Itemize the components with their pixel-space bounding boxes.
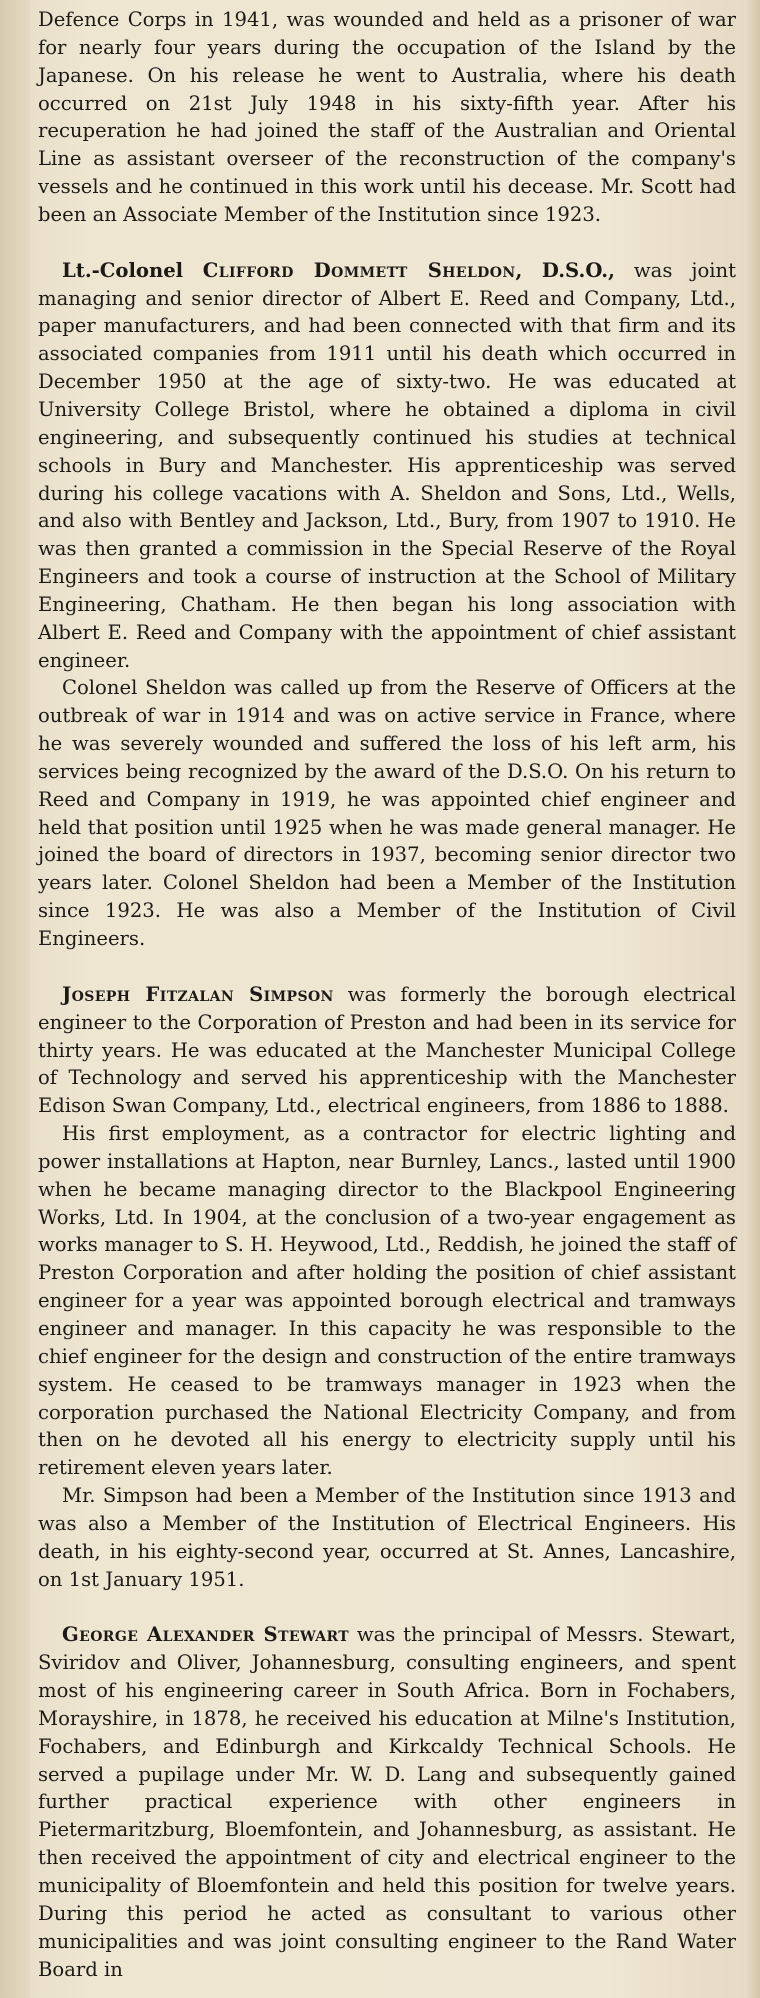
- obituary-entry-sheldon: [38, 257, 736, 953]
- entry-honour: , D.S.O.,: [515, 258, 615, 282]
- entry-paragraph: His first employment, as a contractor for electric lighting and power installations at Hapton, near Burnley, Lancs., lasted until 1900 when he became managing director to the Blackpool Engineering Works, Ltd. In 1904, at the conclusion of a two-year engagement as works manager to S. H. Heywood, Ltd., Reddish, he joined the staff of Preston Corporation and after holding the position of chief assistant engineer for a year was appointed borough electrical and tramways engineer and manager. In this capacity he was responsible to the chief engineer for the design and construction of the entire tramways system. He ceased to be tramways manager in 1923 when the corporation purchased the National Electricity Company, and from then on he devoted all his energy to electricity supply until his retirement eleven years later.: [38, 1122, 736, 1480]
- entry-rank: Lt.-Colonel: [62, 258, 203, 282]
- text-column: [38, 6, 736, 1983]
- entry-text: was the principal of Messrs. Stewart, Sviridov and Oliver, Johannesburg, consulting engineers, and spent most of his engineering career in South Africa. Born in Fochabers, Morayshire, in 1878, he received his education at Milne's Institution, Fochabers, and Edinburgh and Kirkcaldy Technical Schools. He served a pupilage under Mr. W. D. Lang and subsequently gained further practical experience with other engineers in Pietermaritzburg, Bloemfontein, and Johannesburg, as assistant. He then received the appointment of city and electrical engineer to the municipality of Bloemfontein and held this position for twelve years. During this period he acted as consultant to various other municipalities and was joint consulting engineer to the Rand Water Board in: [38, 1623, 736, 1981]
- obituary-entry-simpson: [38, 981, 736, 1594]
- entry-paragraph: Mr. Simpson had been a Member of the Institution since 1913 and was also a Member of the Institution of Electrical Engineers. His death, in his eighty-second year, occurred at St. Annes, Lancashire, on 1st January 1951.: [38, 1484, 736, 1591]
- entry-text: was joint managing and senior director of Albert E. Reed and Company, Ltd., paper manufacturers, and had been connected with that firm and its associated companies from 1911 until his death which occurred in December 1950 at the age of sixty-two. He was educated at University College Bristol, where he obtained a diploma in civil engineering, and subsequently continued his studies at technical schools in Bury and Manchester. His apprenticeship was served during his college vacations with A. Sheldon and Sons, Ltd., Wells, and also with Bentley and Jackson, Ltd., Bury, from 1907 to 1910. He was then granted a commission in the Special Reserve of the Royal Engineers and took a course of instruction at the School of Military Engineering, Chatham. He then began his long association with Albert E. Reed and Company with the appointment of chief assistant engineer.: [38, 258, 737, 672]
- entry-lead-paragraph: [38, 257, 736, 675]
- entry-text: was formerly the borough electrical engineer to the Corporation of Preston and had been in its service for thirty years. He was educated at the Manchester Municipal College of Technology and served his apprenticeship with the Manchester Edison Swan Company, Ltd., electrical engineers, from 1886 to 1888.: [38, 982, 736, 1118]
- entry-lead-paragraph: [38, 1621, 736, 1983]
- obituary-entry-stewart: [38, 1621, 736, 1983]
- entry-name: Joseph Fitzalan Simpson: [62, 982, 334, 1006]
- entry-lead-paragraph: [38, 981, 736, 1120]
- entry-paragraph: Colonel Sheldon was called up from the Reserve of Officers at the outbreak of war in 1914 and was on active service in France, where he was severely wounded and suffered the loss of his left arm, his services being recognized by the award of the D.S.O. On his return to Reed and Company in 1919, he was appointed chief engineer and held that position until 1925 when he was made general manager. He joined the board of directors in 1937, becoming senior director two years later. Colonel Sheldon had been a Member of the Institution since 1923. He was also a Member of the Institution of Civil Engineers.: [38, 676, 736, 950]
- continuation-paragraph: Defence Corps in 1941, was wounded and held as a prisoner of war for nearly four years during the occupation of the Island by the Japanese. On his release he went to Australia, where his death occurred on 21st July 1948 in his sixty-fifth year. After his recuperation he had joined the staff of the Australian and Oriental Line as assistant overseer of the reconstruction of the company's vessels and he continued in this work until his decease. Mr. Scott had been an Associate Member of the Institution since 1923.: [38, 8, 736, 226]
- entry-name: Clifford Dommett Sheldon: [202, 258, 516, 282]
- entry-name: George Alexander Stewart: [62, 1623, 350, 1647]
